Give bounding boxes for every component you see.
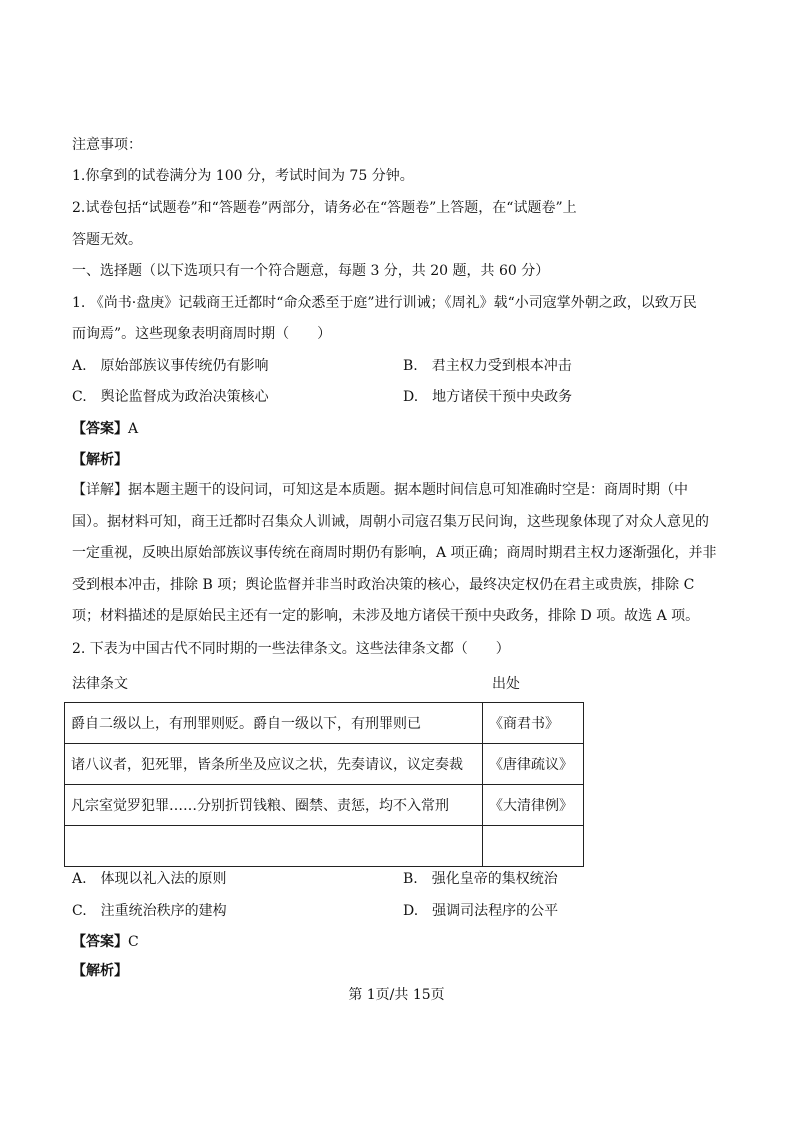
table-row <box>65 744 584 785</box>
law-cell <box>65 826 483 867</box>
q2-answer-line <box>72 933 139 951</box>
table-row <box>65 703 584 744</box>
section-heading: 一、选择题（以下选项只有一个符合题意，每题 3 分，共 20 题，共 60 分） <box>72 263 550 279</box>
law-cell: 诸八议者，犯死罪，皆条所坐及应议之状，先奏请议，议定奏裁 <box>65 744 483 785</box>
table-row <box>65 785 584 826</box>
source-cell: 《大清律例》 <box>483 785 584 826</box>
q1-answer: A <box>128 421 139 437</box>
law-cell: 凡宗室觉罗犯罪……分别折罚钱粮、圈禁、责惩，均不入常刑 <box>65 785 483 826</box>
q2-option-c: C. 注重统治秩序的建构 <box>72 903 227 919</box>
notice-item-2: 2.试卷包括“试题卷”和“答题卷”两部分，请务必在“答题卷”上答题，在“试题卷”上 <box>72 200 577 216</box>
source-cell: 《唐律疏议》 <box>483 744 584 785</box>
q2-option-b: B. 强化皇帝的集权统治 <box>403 871 558 887</box>
answer-tag: 【答案】 <box>72 421 128 437</box>
q1-analysis-tag: 【解析】 <box>72 452 128 468</box>
law-table <box>64 702 584 867</box>
source-cell <box>483 826 584 867</box>
q2-option-a: A. 体现以礼入法的原则 <box>72 871 227 887</box>
q1-option-b: B. 君主权力受到根本冲击 <box>403 358 572 374</box>
source-cell: 《商君书》 <box>483 703 584 744</box>
q1-option-c: C. 舆论监督成为政治决策核心 <box>72 389 269 405</box>
table-row <box>65 826 584 867</box>
page-footer: 第 1页/共 15页 <box>348 987 445 1003</box>
notice-title: 注意事项： <box>72 137 142 153</box>
q2-answer: C <box>128 934 139 950</box>
q1-stem-cont: 而询焉”。这些现象表明商周时期（ ） <box>72 326 332 342</box>
q1-detail: 【详解】据本题主题干的设问词，可知这是本质题。据本题时间信息可知准确时空是：商周时期（中国）。据材料可知，商王迁都时召集众人训诫，周朝小司寇召集万民问询，这些现象体现了对众人意见的一定重视，反映出原始部族议事传统在商周时期仍有影响，A 项正确；商周时期君主权力逐渐强化，并非受到根本冲击，排除 B 项；舆论监督并非当时政治决策的核心，最终决定权仍在君主或贵族，排除 C 项；材料描述的是原始民主还有一定的影响，未涉及地方诸侯干预中央政务，排除 D 项。故选 A 项。 <box>72 482 717 624</box>
law-cell: 爵自二级以上，有刑罪则贬。爵自一级以下，有刑罪则已 <box>65 703 483 744</box>
notice-item-1: 1.你拿到的试卷满分为 100 分，考试时间为 75 分钟。 <box>72 168 414 184</box>
q2-col-law: 法律条文 <box>72 676 128 692</box>
q1-stem: 1. 《尚书·盘庚》记载商王迁都时“命众悉至于庭”进行训诫；《周礼》载“小司寇掌外朝之政，以致万民 <box>72 295 697 311</box>
q2-option-d: D. 强调司法程序的公平 <box>403 903 559 919</box>
q2-col-source: 出处 <box>492 676 520 692</box>
q2-analysis-tag: 【解析】 <box>72 963 128 979</box>
notice-item-2-cont: 答题无效。 <box>72 232 142 248</box>
q1-answer-line <box>72 420 138 438</box>
answer-tag: 【答案】 <box>72 934 128 950</box>
q1-option-a: A. 原始部族议事传统仍有影响 <box>72 358 269 374</box>
q1-option-d: D. 地方诸侯干预中央政务 <box>403 389 573 405</box>
q2-stem: 2. 下表为中国古代不同时期的一些法律条文。这些法律条文都（ ） <box>72 641 510 657</box>
